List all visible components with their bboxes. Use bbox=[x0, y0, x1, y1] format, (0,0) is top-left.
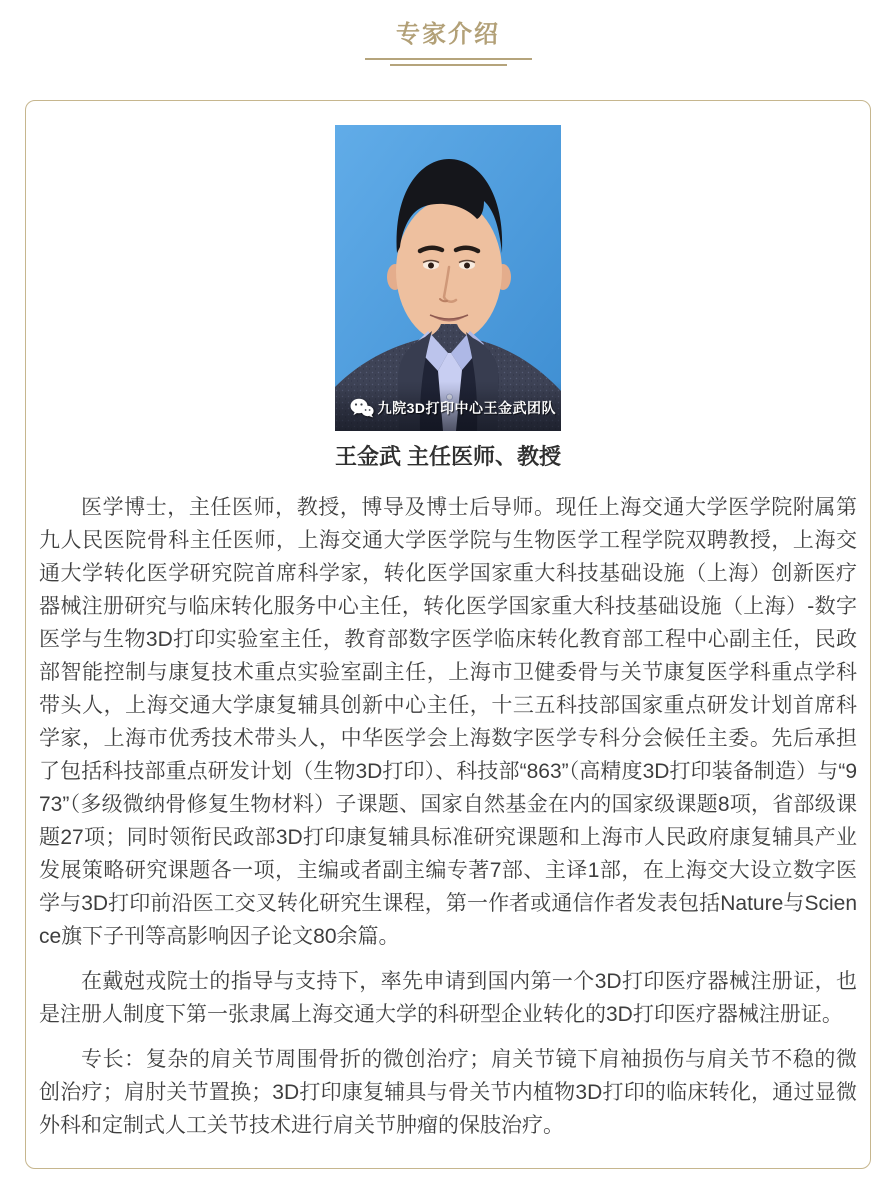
title-divider-short bbox=[390, 64, 507, 66]
portrait-illustration bbox=[335, 125, 561, 431]
page-header bbox=[0, 0, 896, 66]
expert-photo bbox=[335, 125, 561, 431]
photo-watermark bbox=[335, 389, 561, 431]
bio-paragraph-3: 专长：复杂的肩关节周围骨折的微创治疗；肩关节镜下肩袖损伤与肩关节不稳的微创治疗；肩肘关节置换；3D打印康复辅具与骨关节内植物3D打印的临床转化，通过显微外科和定制式人工关节技术进行肩关节肿瘤的保肢治疗。 bbox=[39, 1048, 857, 1137]
expert-card bbox=[25, 100, 871, 1169]
watermark-text: 九院3D打印中心王金武团队 bbox=[377, 400, 556, 416]
bio-paragraph-2: 在戴尅戎院士的指导与支持下，率先申请到国内第一个3D打印医疗器械注册证，也是注册人制度下第一张隶属上海交通大学的科研型企业转化的3D打印医疗器械注册证。 bbox=[39, 970, 857, 1026]
expert-name: 王金武 主任医师、教授 bbox=[334, 444, 562, 469]
title-divider-long bbox=[365, 58, 532, 60]
wechat-icon bbox=[350, 398, 374, 418]
bio-paragraph-1: 医学博士，主任医师，教授，博导及博士后导师。现任上海交通大学医学院附属第九人民医院骨科主任医师，上海交通大学医学院与生物医学工程学院双聘教授，上海交通大学转化医学研究院首席科学家，转化医学国家重大科技基础设施（上海）创新医疗器械注册研究与临床转化服务中心主任，转化医学国家重大科技基础设施（上海）-数字医学与生物3D打印实验室主任，教育部数字医学临床转化教育部工程中心副主任，民政部智能控制与康复技术重点实验室副主任，上海市卫健委骨与关节康复医学科重点学科带头人，上海交通大学康复辅具创新中心主任，十三五科技部国家重点研发计划首席科学家，上海市优秀技术带头人，中华医学会上海数字医学专科分会候任主委。先后承担了包括科技部重点研发计划（生物3D打印）、科技部“863”（高精度3D打印装备制造）与“973”（多级微纳骨修复生物材料）子课题、国家自然基金在内的国家级课题8项，省部级课题27项；同时领衔民政部3D打印康复辅具标准研究课题和上海市人民政府康复辅具产业发展策略研究课题各一项，主编或者副主编专著7部、主译1部，在上海交大设立数字医学与3D打印前沿医工交叉转化研究生课程，第一作者或通信作者发表包括Nature与Science旗下子刊等高影响因子论文80余篇。 bbox=[39, 496, 857, 948]
page-title: 专家介绍 bbox=[396, 21, 500, 48]
